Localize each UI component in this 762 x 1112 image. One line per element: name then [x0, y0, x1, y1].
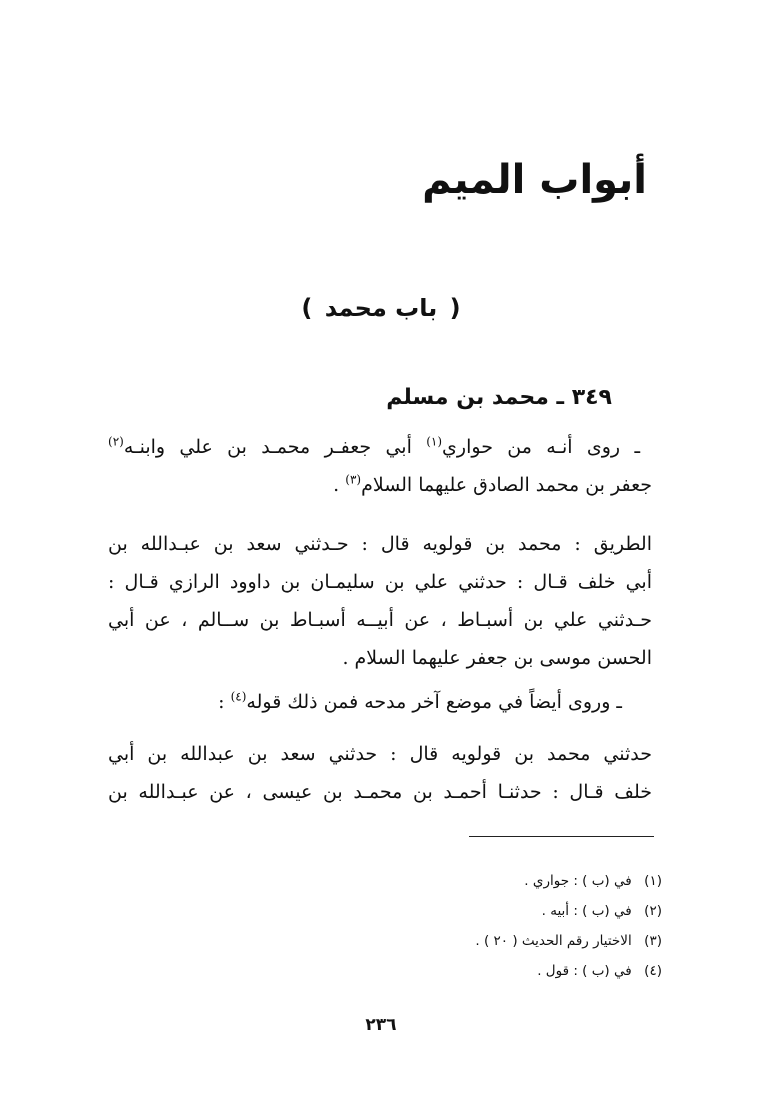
footnote-item [332, 866, 662, 896]
text-segment: ـ وروى أيضاً في موضع آخر مدحه فمن ذلك قوله [246, 691, 622, 713]
footnote-number: (١) [644, 873, 662, 889]
text-line: الحسن موسى بن جعفر عليهما السلام . [342, 647, 652, 669]
text-line [108, 428, 652, 466]
paragraph-second-chain [108, 735, 652, 811]
footnote-text: في (ب ) : جواري . [524, 873, 632, 889]
footnote-text: في (ب ) : قول . [537, 963, 632, 979]
text-line [108, 466, 652, 504]
text-segment: ـ روى أنـه من حواري [442, 436, 641, 458]
section-close-paren: ) [301, 294, 313, 322]
chapter-title: أبواب الميم [422, 157, 647, 203]
footnote-number: (٤) [644, 963, 662, 979]
text-segment: جعفر بن محمد الصادق عليهما السلام [361, 474, 652, 496]
footnote-ref: (٢) [108, 434, 124, 449]
footnote-item [332, 896, 662, 926]
entry-heading [386, 378, 612, 418]
text-line: الطريق : محمد بن قولويه قال : حـدثني سعد بن عبـدالله بن [108, 533, 652, 555]
footnote-item [332, 926, 662, 956]
text-line: حدثني محمد بن قولويه قال : حدثني سعد بن عبدالله بن أبي [108, 743, 652, 765]
text-segment: أبي جعفـر محمـد بن علي وابنـه [123, 436, 427, 458]
text-segment: : [218, 691, 231, 713]
text-segment: . [333, 474, 346, 496]
entry-number: ٣٤٩ [571, 385, 612, 410]
entry-name: محمد بن مسلم [386, 385, 549, 410]
page-number: ٢٣٦ [365, 1015, 397, 1035]
footnote-item [332, 956, 662, 986]
footnote-text: الاختيار رقم الحديث ( ٢٠ ) . [475, 933, 632, 949]
text-line: حـدثني علي بن أسبـاط ، عن أبيــه أسبـاط بن ســالم ، عن أبي [108, 609, 652, 631]
footnote-ref: (٤) [230, 689, 247, 704]
footnote-number: (٢) [644, 903, 662, 919]
text-line [108, 683, 622, 721]
paragraph-chain [108, 525, 652, 677]
footnote-number: (٣) [644, 933, 662, 949]
text-line: خلف قـال : حدثنـا أحمـد بن محمـد بن عيسى ، عن عبـدالله بن [108, 781, 652, 803]
footnote-ref: (٣) [345, 472, 362, 487]
footnote-text: في (ب ) : أبيه . [541, 903, 632, 919]
footnote-divider [469, 836, 654, 837]
footnotes [332, 866, 662, 986]
paragraph-second-narration [108, 683, 622, 721]
footnote-ref: (١) [426, 434, 443, 449]
paragraph-narration [108, 428, 652, 504]
text-line: أبي خلف قـال : حدثني علي بن سليمـان بن داوود الرازي قـال : [108, 571, 652, 593]
section-open-paren: ( [449, 294, 461, 322]
section-title-text: باب محمد [324, 294, 438, 322]
entry-separator: ـ [548, 385, 572, 410]
section-title [0, 288, 762, 328]
